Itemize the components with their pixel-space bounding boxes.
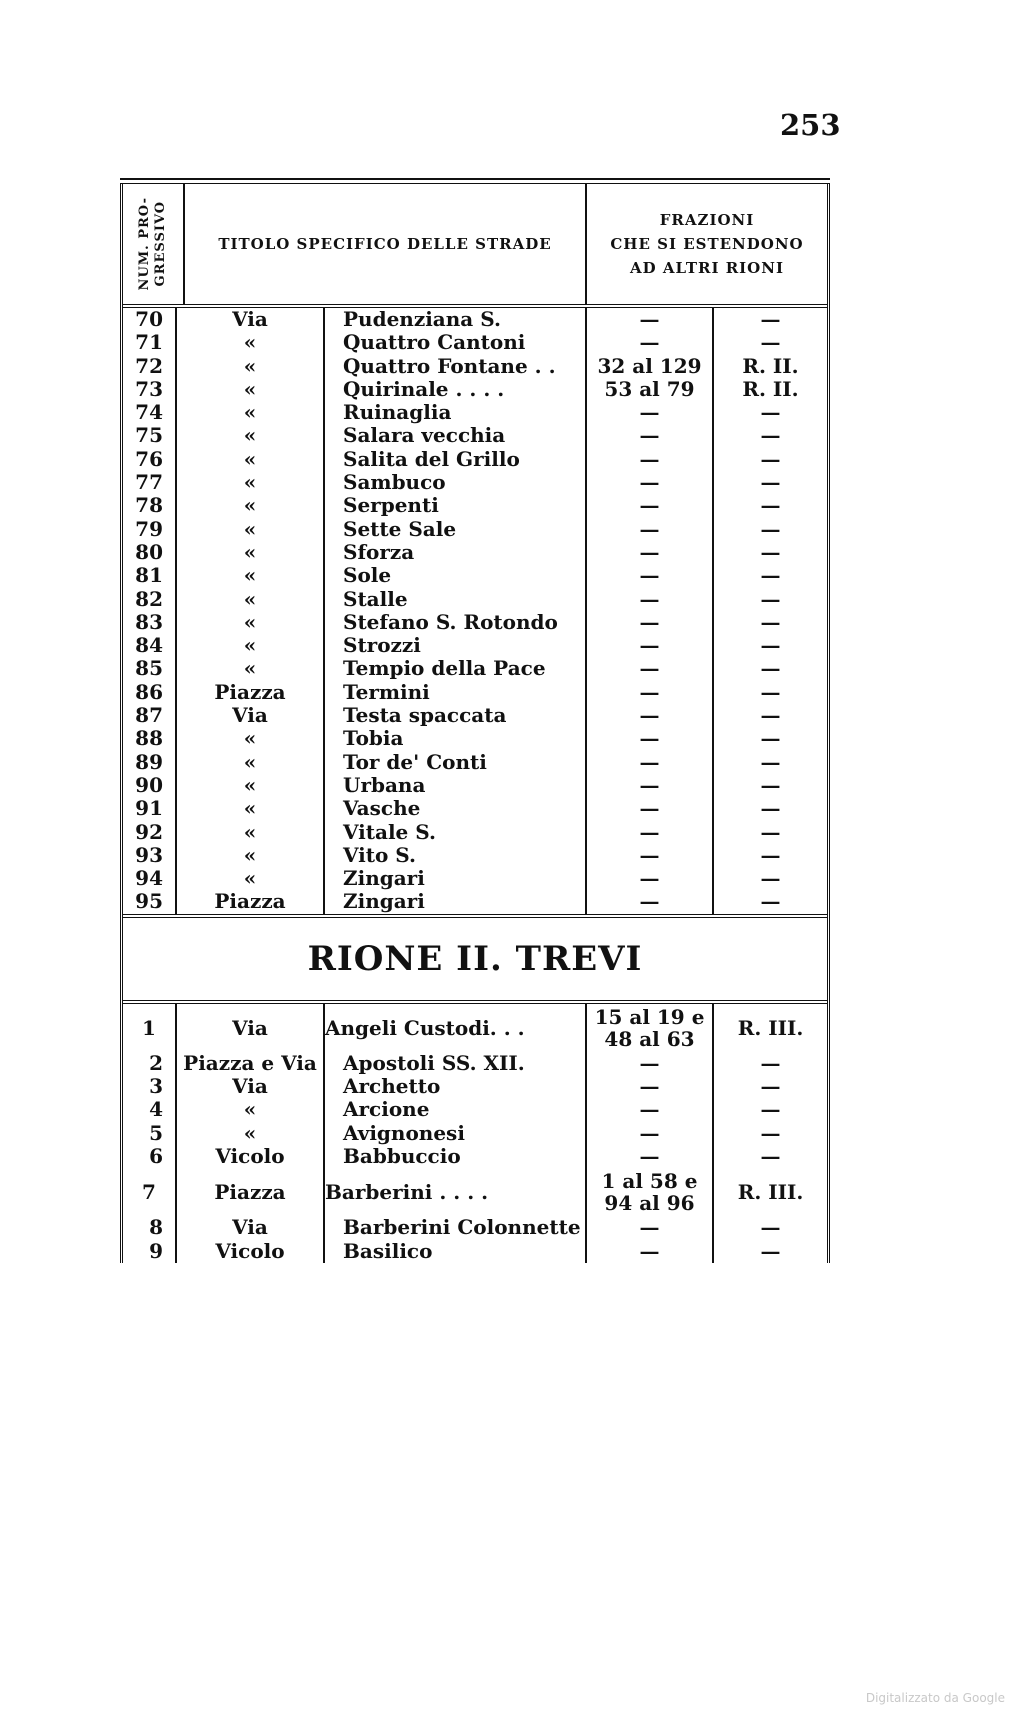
row-street-name: Tobia xyxy=(325,727,587,750)
row-frazioni: — xyxy=(587,1240,714,1263)
row-rione: — xyxy=(760,726,781,751)
table-header xyxy=(123,184,827,308)
row-frazioni: — xyxy=(587,518,714,541)
row-street-type: « xyxy=(177,611,325,634)
row-street-type: « xyxy=(177,401,325,424)
row-number: 77 xyxy=(123,471,177,494)
header-num-progressivo xyxy=(123,184,185,304)
row-frazioni: — xyxy=(587,541,714,564)
row-street-type: « xyxy=(177,471,325,494)
row-frazioni: — xyxy=(587,1075,714,1098)
row-street-name: Archetto xyxy=(325,1075,587,1098)
row-number: 6 xyxy=(123,1145,177,1168)
row-number: 92 xyxy=(123,821,177,844)
row-street-name: Quirinale . . . . xyxy=(325,378,587,401)
row-rione: — xyxy=(760,1097,781,1122)
row-rione: — xyxy=(760,866,781,891)
row-number: 88 xyxy=(123,727,177,750)
row-number: 1 xyxy=(123,1004,177,1052)
header-titolo: TITOLO SPECIFICO DELLE STRADE xyxy=(218,235,552,253)
row-street-name: Barberini . . . . xyxy=(325,1168,587,1216)
row-street-type: Vicolo xyxy=(177,1145,325,1168)
row-rione: — xyxy=(760,330,781,355)
row-street-name: Tempio della Pace xyxy=(325,657,587,680)
row-street-type: « xyxy=(177,657,325,680)
row-street-name: Stefano S. Rotondo xyxy=(325,611,587,634)
row-number: 84 xyxy=(123,634,177,657)
row-street-type: Piazza e Via xyxy=(177,1052,325,1075)
row-street-name: Termini xyxy=(325,681,587,704)
row-street-type: « xyxy=(177,564,325,587)
row-frazioni: — xyxy=(587,704,714,727)
row-frazioni: — xyxy=(587,844,714,867)
row-number: 2 xyxy=(123,1052,177,1075)
row-frazioni: 15 al 19 e 48 al 63 xyxy=(587,1004,714,1052)
row-frazioni: — xyxy=(587,494,714,517)
row-number: 87 xyxy=(123,704,177,727)
row-frazioni: — xyxy=(587,1145,714,1168)
row-street-name: Strozzi xyxy=(325,634,587,657)
row-frazioni: — xyxy=(587,564,714,587)
row-number: 73 xyxy=(123,378,177,401)
row-rione: — xyxy=(760,772,781,797)
row-frazioni: — xyxy=(587,424,714,447)
table-body-rione-i xyxy=(123,308,827,914)
row-number: 79 xyxy=(123,518,177,541)
row-rione: — xyxy=(760,796,781,821)
row-rione: R. III. xyxy=(737,1180,804,1205)
row-street-type: « xyxy=(177,751,325,774)
row-number: 72 xyxy=(123,355,177,378)
row-street-name: Vito S. xyxy=(325,844,587,867)
row-rione: — xyxy=(760,586,781,611)
row-street-name: Zingari xyxy=(325,890,587,913)
row-frazioni: 53 al 79 xyxy=(587,378,714,401)
row-street-name: Apostoli SS. XII. xyxy=(325,1052,587,1075)
row-rione: — xyxy=(760,819,781,844)
row-street-type: Via xyxy=(177,1004,325,1052)
header-num-label: NUM. PRO- GRESSIVO xyxy=(137,197,168,291)
row-street-type: Piazza xyxy=(177,890,325,913)
row-rione: — xyxy=(760,889,781,914)
row-rione: — xyxy=(760,1050,781,1075)
row-street-type: « xyxy=(177,727,325,750)
section-title: RIONE II. TREVI xyxy=(123,914,827,1004)
row-street-name: Basilico xyxy=(325,1240,587,1263)
row-number: 90 xyxy=(123,774,177,797)
row-frazioni: — xyxy=(587,331,714,354)
row-street-type: « xyxy=(177,844,325,867)
row-rione: — xyxy=(760,539,781,564)
table-body-rione-ii xyxy=(123,1004,827,1263)
row-number: 70 xyxy=(123,308,177,331)
row-rione: R. II. xyxy=(742,376,799,401)
street-table xyxy=(120,178,830,1263)
row-rione: — xyxy=(760,493,781,518)
row-rione: — xyxy=(760,1238,781,1263)
row-street-name: Vitale S. xyxy=(325,821,587,844)
row-number: 3 xyxy=(123,1075,177,1098)
row-frazioni: — xyxy=(587,588,714,611)
row-frazioni: 1 al 58 e 94 al 96 xyxy=(587,1168,714,1216)
row-street-name: Quattro Cantoni xyxy=(325,331,587,354)
row-street-name: Babbuccio xyxy=(325,1145,587,1168)
row-frazioni: — xyxy=(587,471,714,494)
row-frazioni: — xyxy=(587,1098,714,1121)
row-street-name: Sforza xyxy=(325,541,587,564)
row-rione: — xyxy=(760,749,781,774)
row-rione: — xyxy=(760,1120,781,1145)
table-frame xyxy=(120,184,830,1263)
row-rione: — xyxy=(760,679,781,704)
row-frazioni: — xyxy=(587,401,714,424)
row-frazioni: 32 al 129 xyxy=(587,355,714,378)
row-street-type: « xyxy=(177,424,325,447)
row-frazioni: — xyxy=(587,634,714,657)
row-rione: — xyxy=(760,516,781,541)
row-street-type: « xyxy=(177,797,325,820)
row-street-type: Piazza xyxy=(177,1168,325,1216)
row-street-type: « xyxy=(177,588,325,611)
row-street-type: Vicolo xyxy=(177,1240,325,1263)
row-rione: — xyxy=(760,633,781,658)
row-street-name: Barberini Colonnette xyxy=(325,1216,587,1239)
row-street-type: « xyxy=(177,1122,325,1145)
row-frazioni: — xyxy=(587,308,714,331)
row-rione: — xyxy=(760,400,781,425)
row-rione: — xyxy=(760,656,781,681)
row-street-name: Avignonesi xyxy=(325,1122,587,1145)
row-rione: R. II. xyxy=(742,353,799,378)
row-number: 5 xyxy=(123,1122,177,1145)
page-number: 253 xyxy=(780,108,841,142)
row-rione: — xyxy=(760,423,781,448)
header-frazioni: FRAZIONI CHE SI ESTENDONO AD ALTRI RIONI xyxy=(585,184,827,304)
row-rione: — xyxy=(760,842,781,867)
watermark: Digitalizzato da Google xyxy=(865,1691,1005,1705)
row-street-name: Angeli Custodi. . . xyxy=(325,1004,587,1052)
row-number: 85 xyxy=(123,657,177,680)
row-street-type: « xyxy=(177,1098,325,1121)
row-street-name: Arcione xyxy=(325,1098,587,1121)
row-frazioni: — xyxy=(587,751,714,774)
row-street-type: « xyxy=(177,774,325,797)
row-street-name: Pudenziana S. xyxy=(325,308,587,331)
row-frazioni: — xyxy=(587,681,714,704)
row-number: 94 xyxy=(123,867,177,890)
row-street-type: « xyxy=(177,448,325,471)
row-street-type: « xyxy=(177,821,325,844)
row-rione: — xyxy=(760,703,781,728)
row-street-name: Ruinaglia xyxy=(325,401,587,424)
row-street-name: Stalle xyxy=(325,588,587,611)
row-rione: — xyxy=(760,563,781,588)
row-number: 82 xyxy=(123,588,177,611)
row-frazioni: — xyxy=(587,611,714,634)
row-number: 71 xyxy=(123,331,177,354)
row-frazioni: — xyxy=(587,1216,714,1239)
row-rione: — xyxy=(760,307,781,331)
row-frazioni: — xyxy=(587,821,714,844)
row-street-type: « xyxy=(177,634,325,657)
row-frazioni: — xyxy=(587,727,714,750)
row-number: 86 xyxy=(123,681,177,704)
row-number: 75 xyxy=(123,424,177,447)
row-street-type: « xyxy=(177,518,325,541)
row-street-name: Tor de' Conti xyxy=(325,751,587,774)
row-number: 4 xyxy=(123,1098,177,1121)
row-rione: — xyxy=(760,1215,781,1240)
row-rione: R. III. xyxy=(737,1015,804,1040)
row-street-type: « xyxy=(177,541,325,564)
row-rione: — xyxy=(760,470,781,495)
row-street-type: « xyxy=(177,331,325,354)
row-rione: — xyxy=(760,1074,781,1099)
row-street-name: Sole xyxy=(325,564,587,587)
row-number: 81 xyxy=(123,564,177,587)
row-number: 83 xyxy=(123,611,177,634)
row-number: 76 xyxy=(123,448,177,471)
row-frazioni: — xyxy=(587,890,714,913)
row-street-type: « xyxy=(177,494,325,517)
row-street-type: Via xyxy=(177,704,325,727)
row-number: 89 xyxy=(123,751,177,774)
row-frazioni: — xyxy=(587,1122,714,1145)
row-street-type: « xyxy=(177,378,325,401)
row-number: 78 xyxy=(123,494,177,517)
row-street-type: Via xyxy=(177,1075,325,1098)
row-street-type: « xyxy=(177,867,325,890)
row-street-name: Testa spaccata xyxy=(325,704,587,727)
row-frazioni: — xyxy=(587,774,714,797)
row-street-type: Piazza xyxy=(177,681,325,704)
row-rione: — xyxy=(760,446,781,471)
row-number: 9 xyxy=(123,1240,177,1263)
row-frazioni: — xyxy=(587,657,714,680)
row-street-type: « xyxy=(177,355,325,378)
row-number: 91 xyxy=(123,797,177,820)
row-street-type: Via xyxy=(177,1216,325,1239)
row-frazioni: — xyxy=(587,797,714,820)
row-rione: — xyxy=(760,609,781,634)
row-frazioni: — xyxy=(587,448,714,471)
row-frazioni: — xyxy=(587,1052,714,1075)
row-street-name: Zingari xyxy=(325,867,587,890)
row-street-name: Urbana xyxy=(325,774,587,797)
row-number: 80 xyxy=(123,541,177,564)
row-number: 74 xyxy=(123,401,177,424)
row-street-name: Vasche xyxy=(325,797,587,820)
row-street-name: Quattro Fontane . . xyxy=(325,355,587,378)
row-number: 8 xyxy=(123,1216,177,1239)
row-street-name: Salita del Grillo xyxy=(325,448,587,471)
row-street-type: Via xyxy=(177,308,325,331)
row-street-name: Sette Sale xyxy=(325,518,587,541)
row-number: 7 xyxy=(123,1168,177,1216)
row-frazioni: — xyxy=(587,867,714,890)
row-number: 95 xyxy=(123,890,177,913)
row-street-name: Serpenti xyxy=(325,494,587,517)
row-rione: — xyxy=(760,1143,781,1168)
row-number: 93 xyxy=(123,844,177,867)
row-street-name: Sambuco xyxy=(325,471,587,494)
row-street-name: Salara vecchia xyxy=(325,424,587,447)
